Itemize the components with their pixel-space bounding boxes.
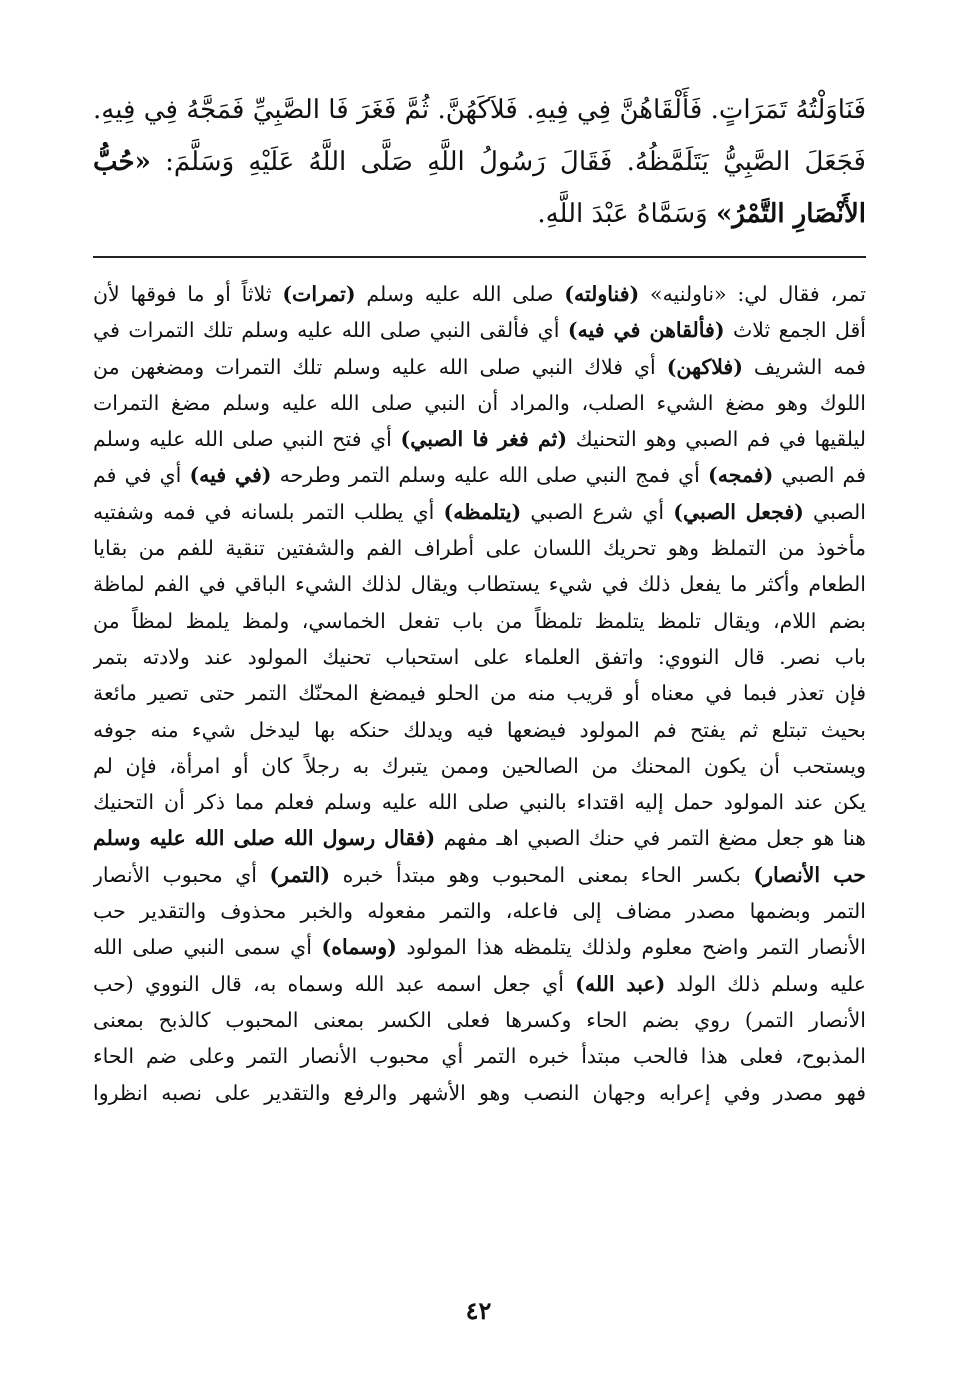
commentary-line [93, 457, 866, 493]
commentary-text [93, 276, 866, 1111]
hadith-text [93, 84, 866, 240]
commentary-line [93, 966, 866, 1002]
commentary-segment: عليه وسلم ذلك الولد [665, 971, 866, 996]
commentary-segment: فإن تعذر فبما في معناه أو قريب منه من الحلو فيمضغ المحنّك التمر حتى تصير مائعة [93, 681, 866, 706]
commentary-segment: تمر، فقال لي: «ناولنيه» [639, 282, 866, 306]
commentary-line [93, 385, 866, 421]
hadith-text-part-2: وَسَمَّاهُ عَبْدَ اللَّهِ. [537, 199, 717, 229]
commentary-segment: هنا هو جعل مضغ التمر في حنك الصبي اهـ مفهم [435, 826, 866, 851]
commentary-bold-segment: (فناولته) [564, 282, 640, 306]
commentary-bold-segment: (ثم فغر فا الصبي) [400, 427, 568, 452]
commentary-segment: بكسر الحاء بمعنى المحبوب وهو مبتدأ خبره [330, 862, 754, 887]
commentary-segment: فم الصبي [773, 463, 866, 488]
commentary-bold-segment: (يتلمظه) [443, 499, 522, 524]
commentary-segment: أي فألقى النبي صلى الله عليه وسلم تلك التمرات في [93, 318, 568, 343]
commentary-line [93, 675, 866, 711]
commentary-segment: التمر وبضمها مصدر مضاف إلى فاعله، والتمر مفعوله والخبر محذوف والتقدير حب [93, 899, 866, 924]
commentary-line [93, 276, 866, 312]
commentary-bold-segment: (فقال رسول الله صلى الله عليه وسلم [93, 826, 436, 851]
commentary-line [93, 349, 866, 385]
commentary-bold-segment: (فلاكهن) [666, 354, 743, 379]
commentary-segment: ثلاثاً أو ما فوقها لأن [93, 282, 283, 306]
commentary-bold-segment: (التمر) [269, 862, 331, 887]
commentary-bold-segment: (فمجه) [708, 463, 774, 488]
hadith-text-part-1: فَنَاوَلْتُهُ تَمَرَاتٍ. فَأَلْقَاهُنَّ فِي فِيهِ. فَلاَكَهُنَّ. ثُمَّ فَغَرَ فَا الصَّبِيِّ فَمَجَّهُ فِي فِيهِ. فَجَعَلَ الصَّبِيُّ يَتَلَمَّظُهُ. فَقَالَ رَسُولُ اللَّهِ صَلَّى اللَّهُ عَلَيْهِ وَسَلَّمَ: [93, 95, 866, 177]
commentary-segment: ليلقيها في فم الصبي وهو التحنيك [567, 427, 866, 452]
commentary-line [93, 857, 866, 893]
commentary-line [93, 603, 866, 639]
commentary-segment: بحيث تبتلع ثم يفتح فم المولود فيضعها فيه ويدلك حنكه بها ليدخل شيء منه جوفه [93, 717, 866, 742]
footnote-divider [93, 256, 866, 258]
commentary-line [93, 639, 866, 675]
commentary-segment: أي يطلب التمر بلسانه في فمه وشفتيه [93, 499, 444, 524]
commentary-segment: أي فمج النبي صلى الله عليه وسلم التمر وطرحه [271, 463, 709, 488]
commentary-segment: باب نصر. قال النووي: واتفق العلماء على استحباب تحنيك المولود عند ولادته بتمر [93, 644, 866, 669]
commentary-segment: الصبي [803, 499, 866, 524]
commentary-line [93, 712, 866, 748]
hadith-quote-bold: «حُبُّ الأَنْصَارِ التَّمْرُ» [93, 147, 866, 229]
page-number: ٤٢ [465, 1296, 492, 1325]
commentary-line [93, 820, 866, 856]
commentary-segment: اللوك وهو مضغ الشيء الصلب، والمراد أن النبي صلى الله عليه وسلم مضغ التمرات [93, 390, 866, 415]
commentary-line [93, 566, 866, 602]
commentary-line [93, 421, 866, 457]
commentary-segment: أي سمى النبي صلى الله [93, 935, 322, 960]
commentary-segment: مأخوذ من التملظ وهو تحريك اللسان على أطراف الفم والشفتين تنقية للفم من بقايا [93, 536, 866, 561]
commentary-bold-segment: (عبد الله) [575, 971, 666, 996]
commentary-segment: أي فتح النبي صلى الله عليه وسلم [93, 427, 401, 452]
commentary-bold-segment: (فجعل الصبي) [673, 499, 804, 524]
commentary-line [93, 748, 866, 784]
commentary-bold-segment: حب الأنصار) [753, 862, 866, 887]
commentary-segment: فهو مصدر وفي إعرابه وجهان النصب وهو الأشهر والرفع والتقدير على نصبه انظروا [93, 1080, 866, 1105]
commentary-line [93, 312, 866, 348]
commentary-line [93, 929, 866, 965]
commentary-line [93, 1075, 866, 1111]
commentary-segment: فمه الشريف [742, 354, 866, 379]
commentary-segment: أي فلاك النبي صلى الله عليه وسلم تلك التمرات ومضغهن من [93, 354, 667, 379]
commentary-segment: أي محبوب الأنصار [93, 862, 270, 887]
commentary-segment: ويستحب أن يكون المحنك من الصالحين وممن يتبرك به رجلاً كان أو امرأة، فإن لم [93, 753, 866, 778]
commentary-bold-segment: (فألقاهن في فيه) [567, 318, 725, 343]
commentary-segment: الأنصار التمر) روي بضم الحاء وكسرها فعلى الكسر بمعنى المحبوب كالذبح بمعنى [93, 1007, 866, 1032]
commentary-segment: أي في فم [93, 463, 190, 488]
commentary-bold-segment: (في فيه) [189, 463, 272, 488]
commentary-line [93, 1002, 866, 1038]
commentary-segment: أقل الجمع ثلاث [724, 318, 866, 343]
commentary-segment: المذبوح، فعلى هذا فالحب مبتدأ خبره التمر أي محبوب الأنصار التمر وعلى ضم الحاء [93, 1044, 866, 1069]
commentary-line [93, 1038, 866, 1074]
commentary-bold-segment: (تمرات) [282, 282, 356, 306]
commentary-line [93, 530, 866, 566]
commentary-segment: الأنصار التمر واضح معلوم ولذلك يتلمظه هذا المولود [396, 935, 866, 960]
commentary-line [93, 784, 866, 820]
commentary-line [93, 494, 866, 530]
commentary-bold-segment: (وسماه) [321, 935, 397, 960]
commentary-segment: الطعام وأكثر ما يفعل ذلك في شيء يستطاب ويقال لذلك الشيء الباقي في الفم لماظة [93, 572, 866, 597]
commentary-line [93, 893, 866, 929]
commentary-segment: أي جعل اسمه عبد الله وسماه به، قال النووي (حب [93, 971, 576, 996]
commentary-segment: أي شرع الصبي [521, 499, 674, 524]
commentary-segment: صلى الله عليه وسلم [355, 282, 565, 306]
commentary-segment: يكن عند المولود حمل إليه اقتداء بالنبي صلى الله عليه وسلم فعلم مما ذكر أن التحنيك [93, 790, 866, 815]
commentary-segment: بضم اللام، ويقال تلمظ يتلمظ تلمظاً من باب تفعل الخماسي، ولمظ يلمظ لمظاً من [93, 608, 866, 633]
